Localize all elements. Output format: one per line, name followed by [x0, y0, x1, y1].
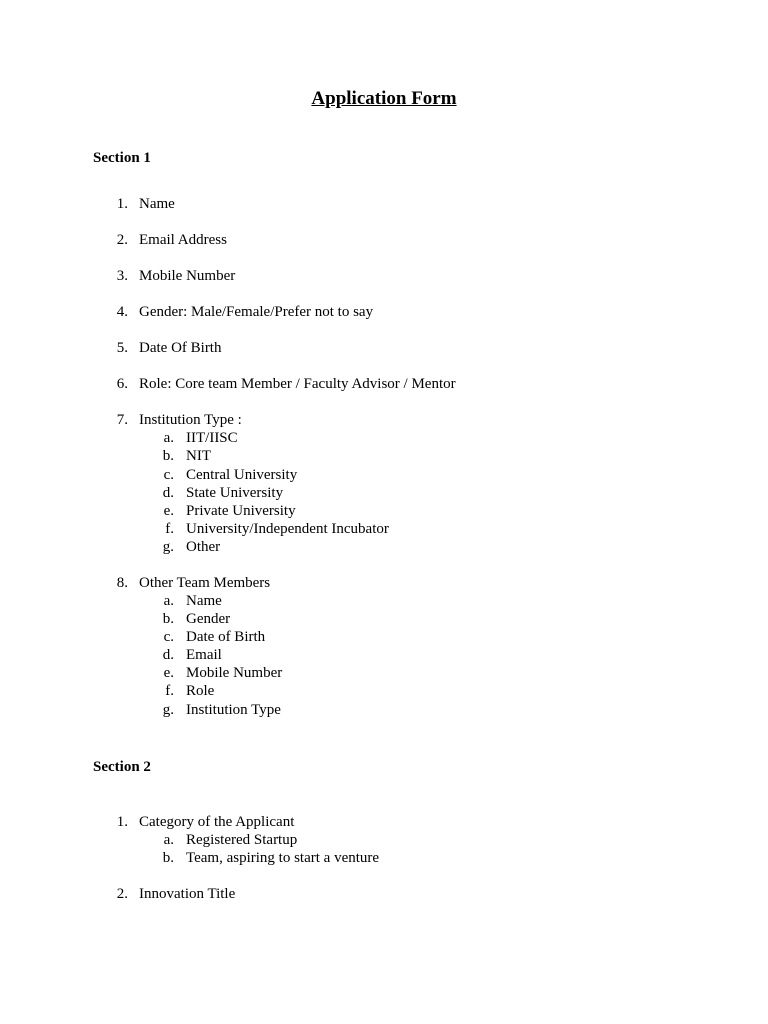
list-number: 6.	[116, 376, 128, 392]
sub-list-letter: c.	[163, 629, 174, 645]
list-number: 4.	[116, 304, 128, 320]
list-number: 8.	[116, 575, 128, 591]
sub-list-label: Private University	[186, 503, 296, 519]
sub-list-letter: b.	[162, 448, 174, 464]
sub-list-letter: b.	[162, 611, 174, 627]
sub-list-letter: e.	[163, 665, 174, 681]
sub-list-label: Institution Type	[186, 702, 281, 718]
sub-list-letter: d.	[162, 485, 174, 501]
sub-list-label: Team, aspiring to start a venture	[186, 850, 380, 866]
sub-list-label: Role	[186, 683, 215, 699]
sub-list-label: Other	[186, 539, 221, 555]
sub-list-letter: f.	[165, 683, 174, 699]
sub-list-letter: e.	[163, 503, 174, 519]
list-label: Mobile Number	[139, 268, 236, 284]
sub-list-label: Central University	[186, 467, 298, 483]
form-title: Application Form	[311, 88, 457, 109]
sub-list-letter: a.	[163, 593, 174, 609]
list-label: Email Address	[139, 232, 227, 248]
sub-list-letter: d.	[162, 647, 174, 663]
sub-list-label: IIT/IISC	[186, 430, 238, 446]
sub-list-letter: g.	[162, 702, 174, 718]
list-number: 2.	[116, 232, 128, 248]
list-label: Gender: Male/Female/Prefer not to say	[139, 304, 374, 320]
sub-list-label: Date of Birth	[186, 629, 266, 645]
sub-list-label: Name	[186, 593, 222, 609]
sub-list-label: Gender	[186, 611, 231, 627]
list-label: Role: Core team Member / Faculty Advisor / Mentor	[139, 376, 456, 392]
list-number: 7.	[116, 412, 128, 428]
sub-list-label: Email	[186, 647, 222, 663]
list-label: Category of the Applicant	[139, 814, 295, 830]
sub-list-letter: c.	[163, 467, 174, 483]
list-label: Date Of Birth	[139, 340, 222, 356]
sub-list-letter: g.	[162, 539, 174, 555]
list-number: 1.	[116, 196, 128, 212]
sub-list-letter: b.	[162, 850, 174, 866]
list-number: 3.	[116, 268, 128, 284]
sub-list-label: University/Independent Incubator	[186, 521, 389, 537]
sub-list-letter: a.	[163, 832, 174, 848]
list-label: Other Team Members	[139, 575, 271, 591]
sub-list-letter: f.	[165, 521, 174, 537]
list-label: Institution Type :	[139, 412, 242, 428]
sub-list-label: Registered Startup	[186, 832, 298, 848]
sub-list-label: State University	[186, 485, 284, 501]
section-2-heading: Section 2	[93, 759, 151, 775]
list-label: Name	[139, 196, 175, 212]
section-1-heading: Section 1	[93, 150, 151, 166]
sub-list-letter: a.	[163, 430, 174, 446]
sub-list-label: NIT	[186, 448, 211, 464]
list-number: 1.	[116, 814, 128, 830]
list-number: 5.	[116, 340, 128, 356]
list-number: 2.	[116, 886, 128, 902]
sub-list-label: Mobile Number	[186, 665, 283, 681]
list-label: Innovation Title	[139, 886, 236, 902]
